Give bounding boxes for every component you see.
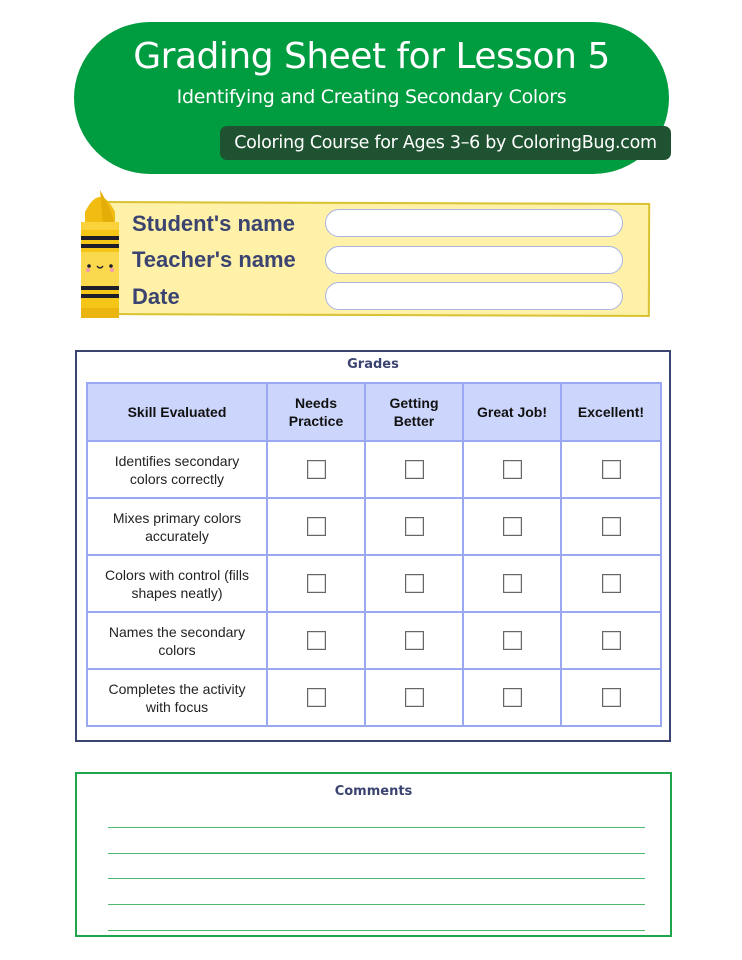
getting-better-cell xyxy=(365,669,463,726)
checkbox-getting-better[interactable] xyxy=(405,688,424,707)
page-title: Grading Sheet for Lesson 5 xyxy=(133,36,610,77)
student-name-field[interactable] xyxy=(325,209,623,237)
getting-better-cell xyxy=(365,612,463,669)
checkbox-great-job[interactable] xyxy=(503,574,522,593)
checkbox-needs-practice[interactable] xyxy=(307,517,326,536)
skill-cell: Identifies secondary colors correctly xyxy=(87,441,267,498)
needs-practice-cell xyxy=(267,669,365,726)
checkbox-great-job[interactable] xyxy=(503,631,522,650)
comment-line-4[interactable] xyxy=(108,904,645,905)
skill-cell: Colors with control (fills shapes neatly) xyxy=(87,555,267,612)
great-job-cell xyxy=(463,441,561,498)
excellent-cell xyxy=(561,669,661,726)
column-header-excellent: Excellent! xyxy=(561,383,661,441)
checkbox-excellent[interactable] xyxy=(602,574,621,593)
getting-better-cell xyxy=(365,555,463,612)
checkbox-needs-practice[interactable] xyxy=(307,631,326,650)
checkbox-getting-better[interactable] xyxy=(405,517,424,536)
getting-better-cell xyxy=(365,498,463,555)
table-row xyxy=(87,555,661,612)
date-label: Date xyxy=(132,284,180,309)
great-job-cell xyxy=(463,669,561,726)
excellent-cell xyxy=(561,441,661,498)
comment-line-2[interactable] xyxy=(108,853,645,854)
excellent-cell xyxy=(561,612,661,669)
checkbox-great-job[interactable] xyxy=(503,517,522,536)
getting-better-cell xyxy=(365,441,463,498)
column-header-great-job: Great Job! xyxy=(463,383,561,441)
checkbox-excellent[interactable] xyxy=(602,631,621,650)
checkbox-excellent[interactable] xyxy=(602,460,621,479)
skill-cell: Completes the activity with focus xyxy=(87,669,267,726)
needs-practice-cell xyxy=(267,555,365,612)
checkbox-needs-practice[interactable] xyxy=(307,688,326,707)
checkbox-great-job[interactable] xyxy=(503,688,522,707)
checkbox-getting-better[interactable] xyxy=(405,574,424,593)
lesson-subtitle: Identifying and Creating Secondary Colors xyxy=(176,86,567,108)
grades-title: Grades xyxy=(347,357,399,372)
comment-line-1[interactable] xyxy=(108,827,645,828)
needs-practice-cell xyxy=(267,441,365,498)
header-banner xyxy=(74,22,669,174)
needs-practice-cell xyxy=(267,612,365,669)
table-row xyxy=(87,612,661,669)
checkbox-excellent[interactable] xyxy=(602,688,621,707)
comment-line-5[interactable] xyxy=(108,930,645,931)
checkbox-getting-better[interactable] xyxy=(405,460,424,479)
teacher-name-field[interactable] xyxy=(325,246,623,274)
date-field[interactable] xyxy=(325,282,623,310)
great-job-cell xyxy=(463,612,561,669)
great-job-cell xyxy=(463,555,561,612)
excellent-cell xyxy=(561,498,661,555)
skill-cell: Mixes primary colors accurately xyxy=(87,498,267,555)
comments-title: Comments xyxy=(334,784,413,799)
student-name-label: Student's name xyxy=(132,211,295,236)
grades-table xyxy=(86,382,662,727)
column-header-needs-practice: Needs Practice xyxy=(267,383,365,441)
checkbox-getting-better[interactable] xyxy=(405,631,424,650)
excellent-cell xyxy=(561,555,661,612)
table-row xyxy=(87,669,661,726)
teacher-name-label: Teacher's name xyxy=(132,247,296,272)
course-badge: Coloring Course for Ages 3–6 by ColoringBug.com xyxy=(220,126,671,160)
crayon-icon xyxy=(79,188,121,318)
table-row xyxy=(87,441,661,498)
comment-line-3[interactable] xyxy=(108,878,645,879)
column-header-skill: Skill Evaluated xyxy=(87,383,267,441)
checkbox-great-job[interactable] xyxy=(503,460,522,479)
table-row xyxy=(87,498,661,555)
checkbox-needs-practice[interactable] xyxy=(307,574,326,593)
great-job-cell xyxy=(463,498,561,555)
needs-practice-cell xyxy=(267,498,365,555)
checkbox-needs-practice[interactable] xyxy=(307,460,326,479)
table-header-row xyxy=(87,383,661,441)
checkbox-excellent[interactable] xyxy=(602,517,621,536)
skill-cell: Names the secondary colors xyxy=(87,612,267,669)
column-header-getting-better: Getting Better xyxy=(365,383,463,441)
